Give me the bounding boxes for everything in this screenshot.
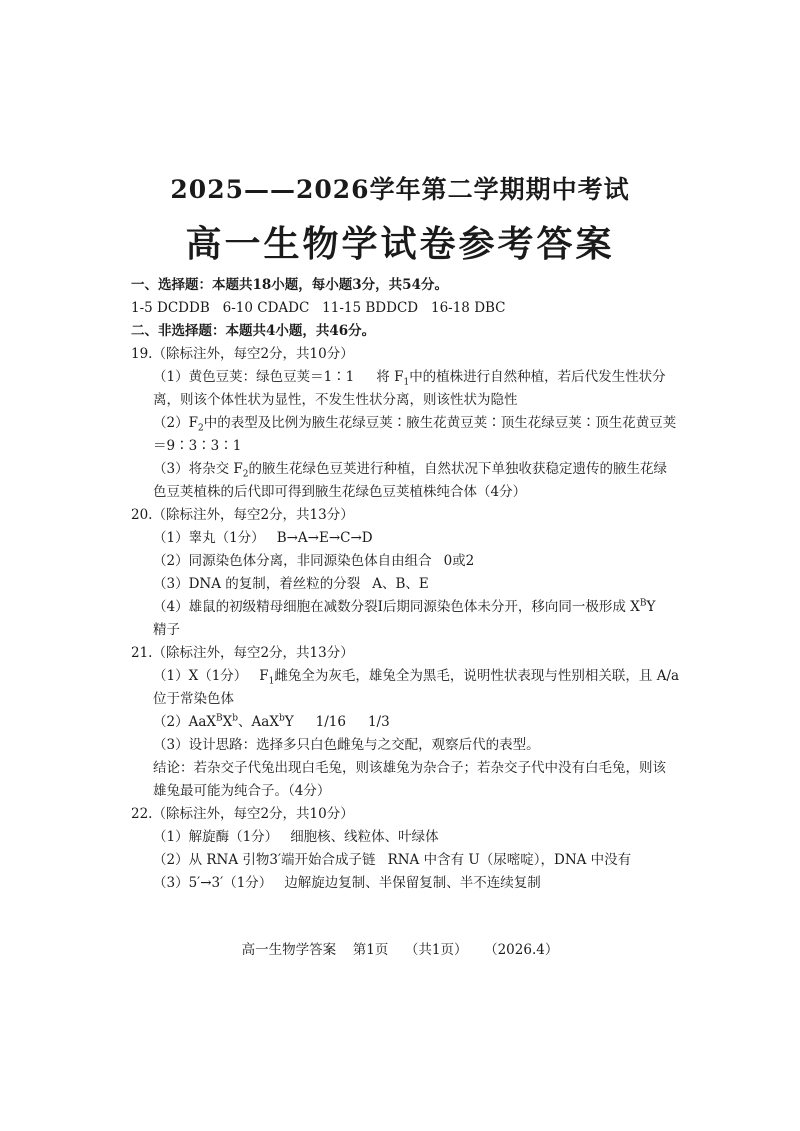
answer-text: F xyxy=(259,668,269,684)
answer-text: （2）从 RNA 引物3′端开始合成子链 xyxy=(153,852,376,868)
superscript: B xyxy=(216,713,223,724)
answer-text: （3）DNA 的复制，着丝粒的分裂 xyxy=(153,576,361,592)
answer-text: （4）雄鼠的初级精母细胞在减数分裂Ⅰ后期同源染色体未分开，移向同一极形成 X xyxy=(153,599,640,615)
superscript: B xyxy=(639,598,647,609)
question-21-answer-1 xyxy=(131,665,680,688)
question-20-answer-4 xyxy=(131,596,676,619)
question-19-answer-2-cont: ＝9∶3∶3∶1 xyxy=(153,438,242,454)
question-19-answer-1-cont: 离，则该个体性状为显性，不发生性状分离，则该性状为隐性 xyxy=(153,392,518,408)
answer-text: Y xyxy=(646,599,656,615)
answer-text: 中的表型及比例为腋生花绿豆荚∶腋生花黄豆荚∶顶生花绿豆荚∶顶生花黄豆荚 xyxy=(203,415,677,431)
answer-text: （1）睾丸（1分） xyxy=(153,530,265,546)
subscript: 1 xyxy=(268,676,275,687)
document-title: 高一生物学试卷参考答案 xyxy=(185,223,615,265)
question-20-answer-3 xyxy=(131,573,676,596)
answer-text: （2）F xyxy=(153,415,198,431)
answer-text: 1/16 xyxy=(315,714,346,730)
answer-text: 将 F xyxy=(376,369,404,385)
answer-text: RNA 中含有 U（尿嘧啶），DNA 中没有 xyxy=(387,852,632,868)
answer-text: 细胞核、线粒体、叶绿体 xyxy=(290,829,439,845)
answer-text: Y xyxy=(284,714,294,730)
question-21-answer-2 xyxy=(131,711,676,734)
question-21-answer-1-cont: 位于常染色体 xyxy=(153,691,234,707)
subscript: 2 xyxy=(242,469,249,480)
question-22-answer-2 xyxy=(131,849,676,872)
answer-text: 中的植株进行自然种植，若后代发生性状分 xyxy=(409,369,666,385)
question-19-answer-1 xyxy=(131,366,676,389)
question-19-answer-3-cont: 色豆荚植株的后代即可得到腋生花绿色豆荚植株纯合体（4分） xyxy=(153,484,527,500)
section-heading-choice: 一、选择题：本题共18小题，每小题3分，共54分。 xyxy=(131,277,448,293)
answer-text: 的腋生花绿色豆荚进行种植，自然状况下单独收获稳定遗传的腋生花绿 xyxy=(248,461,667,477)
answer-text: （1）黄色豆荚：绿色豆荚＝1∶1 xyxy=(153,369,355,385)
answer-text: A、B、E xyxy=(372,576,429,592)
subscript: 2 xyxy=(197,423,204,434)
question-22-heading: 22.（除标注外，每空2分，共10分） xyxy=(131,806,354,822)
answer-text: （1）解旋酶（1分） xyxy=(153,829,279,845)
answer-body xyxy=(131,274,680,895)
question-21-answer-3: （3）设计思路：选择多只白色雌兔与之交配，观察后代的表型。 xyxy=(153,737,540,753)
answer-text: 雌兔全为灰毛，雄兔全为黑毛，说明性状表现与性别相关联，且 A/a xyxy=(274,668,680,684)
answer-text: （1）X（1分） xyxy=(153,668,248,684)
superscript: b xyxy=(278,713,285,724)
exam-title: 2025——2026学年第二学期期中考试 xyxy=(170,175,630,204)
question-20-answer-1 xyxy=(131,527,676,550)
section-heading-nonchoice: 二、非选择题：本题共4小题，共46分。 xyxy=(131,323,376,339)
answer-text: 1/3 xyxy=(367,714,390,730)
question-22-answer-1 xyxy=(131,826,676,849)
answer-text: B→A→E→C→D xyxy=(276,530,373,546)
question-21-heading: 21.（除标注外，每空2分，共13分） xyxy=(131,645,354,661)
question-21-answer-3-conclusion: 结论：若杂交子代兔出现白毛兔，则该雄兔为杂合子；若杂交子代中没有白毛兔，则该 xyxy=(153,760,666,776)
question-20-answer-2 xyxy=(131,550,676,573)
question-19-answer-3 xyxy=(131,458,676,481)
answer-text: （3）将杂交 F xyxy=(153,461,243,477)
subscript: 1 xyxy=(403,377,410,388)
answer-text: 0或2 xyxy=(443,553,475,569)
answer-text: （3）5′→3′（1分） xyxy=(153,875,273,891)
answer-text: 、AaX xyxy=(238,714,279,730)
answer-text: （2）同源染色体分离，非同源染色体自由组合 xyxy=(153,553,432,569)
question-20-heading: 20.（除标注外，每空2分，共13分） xyxy=(131,507,354,523)
answer-text: X xyxy=(222,714,233,730)
question-20-answer-4-cont: 精子 xyxy=(153,622,180,638)
answer-text: 边解旋边复制、半保留复制、半不连续复制 xyxy=(284,875,541,891)
question-22-answer-3 xyxy=(131,872,676,895)
question-21-answer-3-cont: 雄兔最可能为纯合子。（4分） xyxy=(153,783,331,799)
question-19-answer-2 xyxy=(131,412,676,435)
answer-text: （2）AaX xyxy=(153,714,216,730)
choice-answers: 1-5 DCDDB 6-10 CDADC 11-15 BDDCD 16-18 DBC xyxy=(131,300,506,316)
superscript: b xyxy=(232,713,239,724)
question-19-heading: 19.（除标注外，每空2分，共10分） xyxy=(131,346,354,362)
page-footer: 高一生物学答案 第1页 （共1页） （2026.4） xyxy=(241,942,559,958)
